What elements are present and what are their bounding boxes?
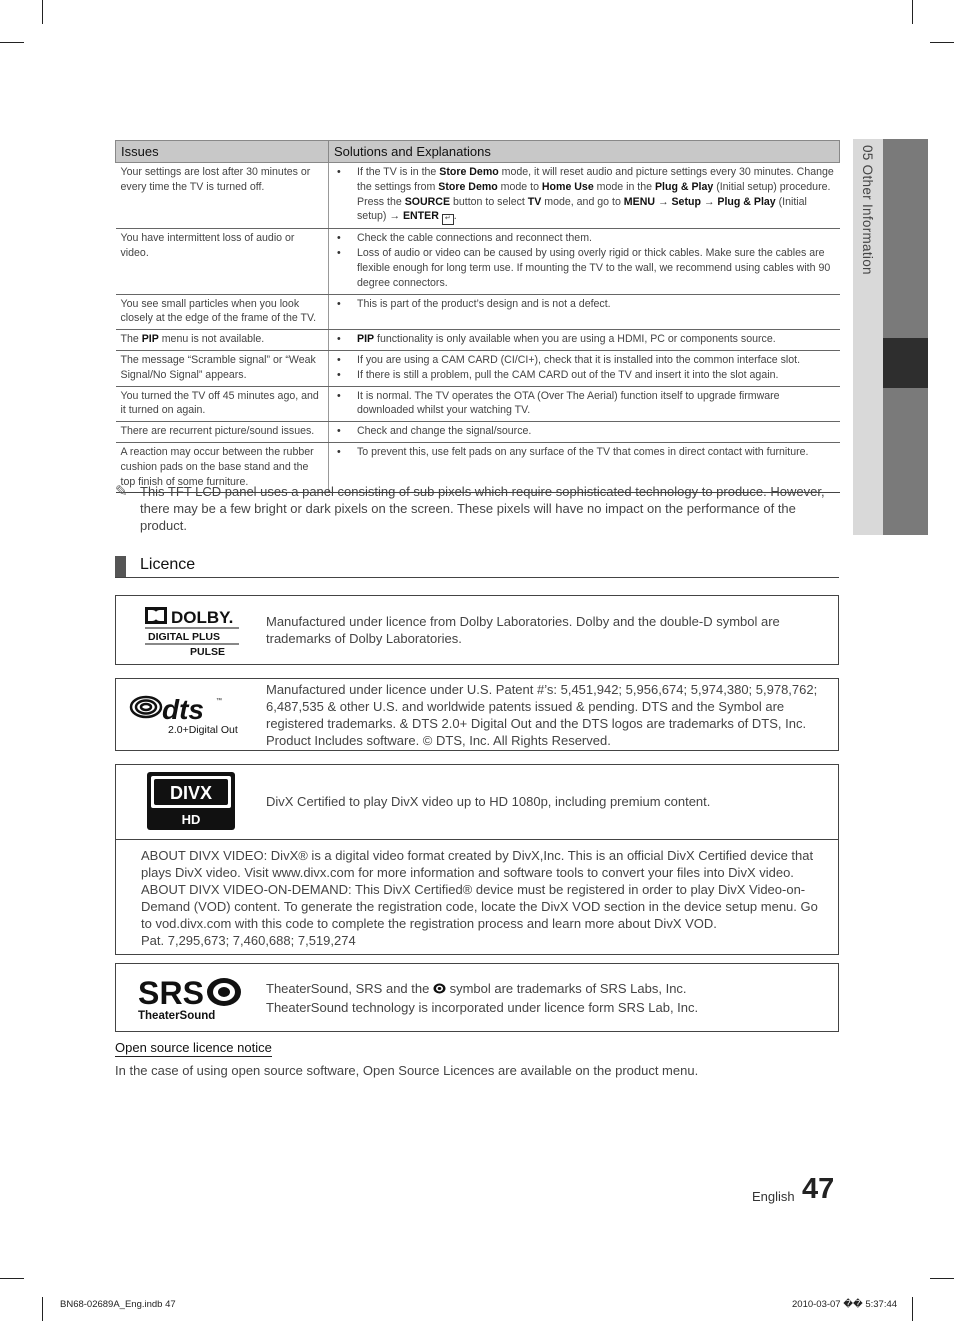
open-source-title: Open source licence notice: [115, 1040, 272, 1055]
divx-patent: Pat. 7,295,673; 7,460,688; 7,519,274: [141, 933, 356, 948]
solution-item: • This is part of the product’s design and is not a defect.: [357, 297, 835, 312]
crop-mark: [930, 1278, 954, 1279]
issue-cell: You turned the TV off 45 minutes ago, and it turned on again.: [116, 386, 329, 422]
srs-logo-brand: SRS: [138, 975, 204, 1011]
table-row: [116, 294, 840, 330]
section-marker: [115, 556, 126, 577]
dolby-logo-line1: DIGITAL PLUS: [148, 631, 220, 643]
issue-cell: The message “Scramble signal” or “Weak Signal/No Signal” appears.: [116, 350, 329, 386]
dolby-licence-box: [115, 595, 839, 665]
footer-language: English: [752, 1189, 795, 1204]
table-row: [116, 330, 840, 351]
srs-licence-box: [115, 963, 839, 1032]
issue-cell: You have intermittent loss of audio or video.: [116, 229, 329, 294]
dolby-licence-text: Manufactured under licence from Dolby Laboratories. Dolby and the double-D symbol are trademarks of Dolby Laboratories.: [266, 614, 780, 646]
srs-symbol-icon: [433, 983, 446, 994]
crop-mark: [42, 1297, 43, 1321]
issue-cell: There are recurrent picture/sound issues.: [116, 422, 329, 443]
solution-cell: [329, 294, 840, 330]
crop-mark: [0, 42, 24, 43]
divx-about: [141, 847, 821, 949]
note-text: This TFT LCD panel uses a panel consisting of sub pixels which require sophisticated technology to produce. However, there may be a few bright or dark pixels on the screen. These pixels will have no impact on the performance of the product.: [140, 484, 825, 533]
pencil-note-icon: ✎: [115, 483, 128, 500]
licence-section-header: [115, 555, 839, 578]
print-info-right: 2010-03-07 �� 5:37:44: [792, 1299, 898, 1310]
table-row: [116, 422, 840, 443]
solution-item: • If you are using a CAM CARD (CI/CI+), check that it is installed into the common interface slot.: [357, 353, 835, 368]
table-row: [116, 163, 840, 229]
crop-mark: [912, 1297, 913, 1321]
chapter-bar: [883, 388, 928, 535]
divx-logo-brand: DIVX: [169, 783, 213, 803]
dolby-logo-line2: PULSE: [190, 646, 226, 657]
crop-mark: [930, 42, 954, 43]
page-number: 47: [802, 1173, 835, 1205]
dts-licence-box: [115, 678, 839, 751]
solution-item: • If there is still a problem, pull the CAM CARD out of the TV and insert it into the slot again.: [357, 368, 835, 383]
dolby-logo-brand: DOLBY.: [171, 608, 234, 627]
issue-cell: Your settings are lost after 30 minutes or every time the TV is turned off.: [116, 163, 329, 229]
solution-cell: [329, 350, 840, 386]
section-title: Licence: [140, 556, 196, 573]
solution-item: • Check the cable connections and reconnect them.: [357, 231, 835, 246]
dts-logo: [128, 693, 243, 737]
dts-logo-tm: ™: [216, 698, 222, 704]
crop-mark: [0, 1278, 24, 1279]
table-row: [116, 350, 840, 386]
solution-cell: [329, 422, 840, 443]
solution-cell: [329, 386, 840, 422]
divx-about-paragraph: ABOUT DIVX VIDEO: DivX® is a digital video format created by DivX,Inc. This is an official DivX Certified device that plays DivX video. Visit www.divx.com for more information and software tools to convert your files into DivX video.: [141, 848, 814, 880]
solution-item: • It is normal. The TV operates the OTA (Over The Aerial) function itself to upgrade firmware downloaded whilst your watching TV.: [357, 389, 835, 419]
srs-logo-sub: TheaterSound: [138, 1010, 216, 1022]
dts-logo-brand: dts: [162, 694, 204, 725]
header-solutions: Solutions and Explanations: [329, 141, 840, 163]
print-info-left: BN68-02689A_Eng.indb 47: [60, 1299, 176, 1310]
divx-licence-box: [115, 764, 839, 955]
divx-about-paragraph: ABOUT DIVX VIDEO-ON-DEMAND: This DivX Certified® device must be registered in order to play DivX Video-on-Demand (VOD) content. To generate the registration code, locate the DivX VOD section in the device setup menu. Go to vod.divx.com with this code to complete the registration process and learn more about DivX VOD.: [141, 882, 818, 931]
solution-item: • PIP functionality is only available when you are using a HDMI, PC or components source.: [357, 332, 835, 347]
table-row: [116, 386, 840, 422]
solution-item: • To prevent this, use felt pads on any surface of the TV that comes in direct contact with furniture.: [357, 445, 835, 460]
solution-item: • Check and change the signal/source.: [357, 424, 835, 439]
divx-divider: [116, 839, 838, 840]
dts-logo-sub: 2.0+Digital Out: [168, 724, 238, 736]
solution-cell: [329, 229, 840, 294]
solution-cell: [329, 330, 840, 351]
srs-licence-text: TheaterSound, SRS and the symbol are trademarks of SRS Labs, Inc. TheaterSound technology is incorporated under licence form SRS Lab, Inc.: [266, 981, 699, 1015]
crop-mark: [912, 0, 913, 24]
solution-cell: [329, 163, 840, 229]
chapter-bar: [883, 139, 928, 338]
table-row: [116, 229, 840, 294]
dolby-logo: [143, 605, 241, 657]
issue-cell: You see small particles when you look closely at the edge of the frame of the TV.: [116, 294, 329, 330]
divx-logo: [146, 771, 236, 831]
issue-cell: A reaction may occur between the rubber cushion pads on the base stand and the top finish of some furniture.: [116, 442, 329, 492]
crop-mark: [42, 0, 43, 24]
issue-cell: The PIP menu is not available.: [116, 330, 329, 351]
troubleshooting-table: [115, 140, 840, 493]
dts-licence-text: Manufactured under licence under U.S. Patent #’s: 5,451,942; 5,956,674; 5,974,380; 5,978,762; 6,487,535 & other U.S. and worldwide patents issued & pending. DTS and the Symbol are registered trademarks. & DTS 2.0+ Digital Out and the DTS logos are trademarks of DTS, Inc. Product Includes software. © DTS, Inc. All Rights Reserved.: [266, 682, 818, 748]
solution-item: • Loss of audio or video can be caused by using overly rigid or thick cables. Make sure the cables are flexible enough for long term use. If mounting the TV to the wall, we recommend using cables with 90 degree connectors.: [357, 246, 835, 290]
divx-licence-text: DivX Certified to play DivX video up to HD 1080p, including premium content.: [266, 794, 711, 809]
table-header-row: [116, 141, 840, 163]
enter-icon: ↵: [442, 214, 454, 225]
chapter-bar-active: [883, 338, 928, 388]
note: [115, 483, 839, 534]
divx-logo-sub: HD: [181, 812, 201, 827]
header-issues: Issues: [116, 141, 329, 163]
open-source-text: In the case of using open source software, Open Source Licences are available on the product menu.: [115, 1063, 699, 1078]
solution-item: • If the TV is in the Store Demo mode, it will reset audio and picture settings every 30 minutes. Change the settings from Store Demo mode to Home Use mode in the Plug & Play (Initial setup) procedure. Press the SOURCE button to select TV mode, and go to MENU → Setup → Plug & Play (Initial setup) → ENTER ↵ .: [357, 165, 835, 225]
chapter-tab-label: 05 Other Information: [860, 145, 875, 275]
srs-logo: [136, 974, 246, 1022]
